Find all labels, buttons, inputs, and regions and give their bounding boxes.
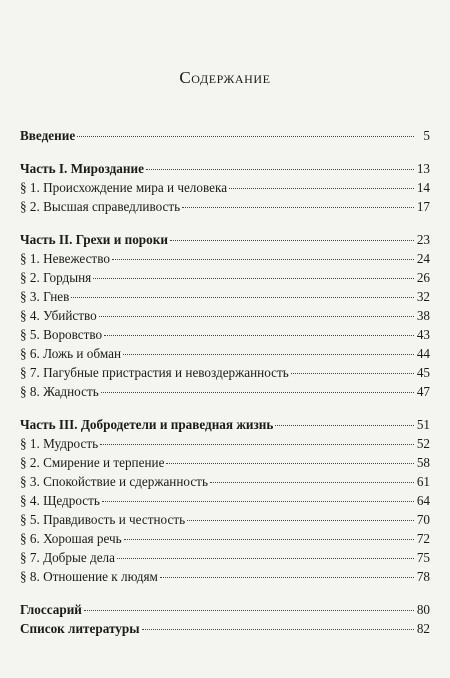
toc-page-number: 72 — [416, 531, 430, 546]
toc-page-number: 23 — [416, 232, 430, 247]
toc-entry-label: § 6. Ложь и обман — [20, 346, 122, 361]
dot-leader — [93, 278, 414, 279]
toc-entry-label: Введение — [20, 128, 76, 143]
toc-page-number: 26 — [416, 270, 430, 285]
toc-section[interactable] — [20, 434, 430, 453]
toc-section[interactable] — [20, 472, 430, 491]
dot-leader — [123, 354, 414, 355]
toc-entry-intro[interactable] — [20, 126, 430, 145]
toc-page-number: 13 — [416, 161, 430, 176]
toc-entry-label: § 2. Смирение и терпение — [20, 455, 165, 470]
toc-entry-label: § 7. Добрые дела — [20, 550, 115, 565]
toc-entry-label: Часть I. Мироздание — [20, 161, 144, 176]
toc-page-number: 75 — [416, 550, 430, 565]
toc-entry-label: § 8. Жадность — [20, 384, 99, 399]
dot-leader — [101, 392, 414, 393]
toc-page-number: 82 — [416, 621, 430, 636]
toc-section[interactable] — [20, 510, 430, 529]
toc-entry-label: § 5. Воровство — [20, 327, 103, 342]
dot-leader — [182, 207, 414, 208]
toc-part-1[interactable] — [20, 159, 430, 178]
dot-leader — [117, 558, 414, 559]
toc-part-3[interactable] — [20, 415, 430, 434]
dot-leader — [291, 373, 414, 374]
toc-entry-label: § 2. Высшая справедливость — [20, 199, 181, 214]
toc-page-number: 32 — [416, 289, 430, 304]
toc-entry-label: § 1. Происхождение мира и человека — [20, 180, 228, 195]
toc-section[interactable] — [20, 306, 430, 325]
toc-entry-label: Список литературы — [20, 621, 140, 636]
dot-leader — [102, 501, 414, 502]
toc-page-number: 44 — [416, 346, 430, 361]
toc-section[interactable] — [20, 548, 430, 567]
dot-leader — [210, 482, 414, 483]
dot-leader — [112, 259, 414, 260]
toc-section[interactable] — [20, 287, 430, 306]
toc-page-number: 45 — [416, 365, 430, 380]
toc-page-number: 47 — [416, 384, 430, 399]
toc-section[interactable] — [20, 344, 430, 363]
toc-section[interactable] — [20, 382, 430, 401]
toc-page-number: 61 — [416, 474, 430, 489]
dot-leader — [77, 136, 414, 137]
toc-entry-bibliography[interactable] — [20, 619, 430, 638]
toc-entry-label: Часть III. Добродетели и праведная жизнь — [20, 417, 274, 432]
dot-leader — [187, 520, 414, 521]
toc-entry-label: § 4. Убийство — [20, 308, 97, 323]
toc-entry-glossary[interactable] — [20, 600, 430, 619]
dot-leader — [166, 463, 414, 464]
table-of-contents — [20, 126, 430, 638]
toc-page-number: 58 — [416, 455, 430, 470]
toc-entry-label: § 6. Хорошая речь — [20, 531, 122, 546]
toc-page-number: 38 — [416, 308, 430, 323]
toc-entry-label: § 8. Отношение к людям — [20, 569, 158, 584]
toc-entry-label: § 2. Гордыня — [20, 270, 92, 285]
toc-entry-label: § 1. Мудрость — [20, 436, 99, 451]
toc-section[interactable] — [20, 567, 430, 586]
toc-page-number: 78 — [416, 569, 430, 584]
toc-entry-label: Глоссарий — [20, 602, 82, 617]
dot-leader — [229, 188, 414, 189]
toc-entry-label: § 1. Невежество — [20, 251, 110, 266]
toc-section[interactable] — [20, 178, 430, 197]
toc-entry-label: § 3. Гнев — [20, 289, 70, 304]
toc-page-number: 43 — [416, 327, 430, 342]
toc-entry-label: Часть II. Грехи и пороки — [20, 232, 168, 247]
toc-page-number: 51 — [416, 417, 430, 432]
dot-leader — [84, 610, 414, 611]
toc-section[interactable] — [20, 491, 430, 510]
dot-leader — [146, 169, 414, 170]
toc-section[interactable] — [20, 249, 430, 268]
dot-leader — [160, 577, 414, 578]
toc-page-number: 14 — [416, 180, 430, 195]
toc-page-number: 52 — [416, 436, 430, 451]
toc-entry-label: § 7. Пагубные пристрастия и невоздержанность — [20, 365, 289, 380]
toc-part-2[interactable] — [20, 230, 430, 249]
toc-entry-label: § 3. Спокойствие и сдержанность — [20, 474, 208, 489]
dot-leader — [275, 425, 414, 426]
dot-leader — [142, 629, 414, 630]
toc-page-number: 80 — [416, 602, 430, 617]
page-title: Содержание — [179, 68, 271, 87]
dot-leader — [104, 335, 414, 336]
toc-section[interactable] — [20, 363, 430, 382]
dot-leader — [124, 539, 414, 540]
toc-section[interactable] — [20, 268, 430, 287]
toc-entry-label: § 4. Щедрость — [20, 493, 100, 508]
toc-page-number: 17 — [416, 199, 430, 214]
toc-section[interactable] — [20, 453, 430, 472]
toc-section[interactable] — [20, 197, 430, 216]
dot-leader — [99, 316, 414, 317]
toc-section[interactable] — [20, 325, 430, 344]
toc-page-number: 24 — [416, 251, 430, 266]
toc-page-number: 64 — [416, 493, 430, 508]
toc-page-number: 5 — [423, 128, 430, 143]
dot-leader — [170, 240, 414, 241]
dot-leader — [100, 444, 414, 445]
toc-section[interactable] — [20, 529, 430, 548]
toc-page-number: 70 — [416, 512, 430, 527]
toc-entry-label: § 5. Правдивость и честность — [20, 512, 186, 527]
dot-leader — [71, 297, 414, 298]
